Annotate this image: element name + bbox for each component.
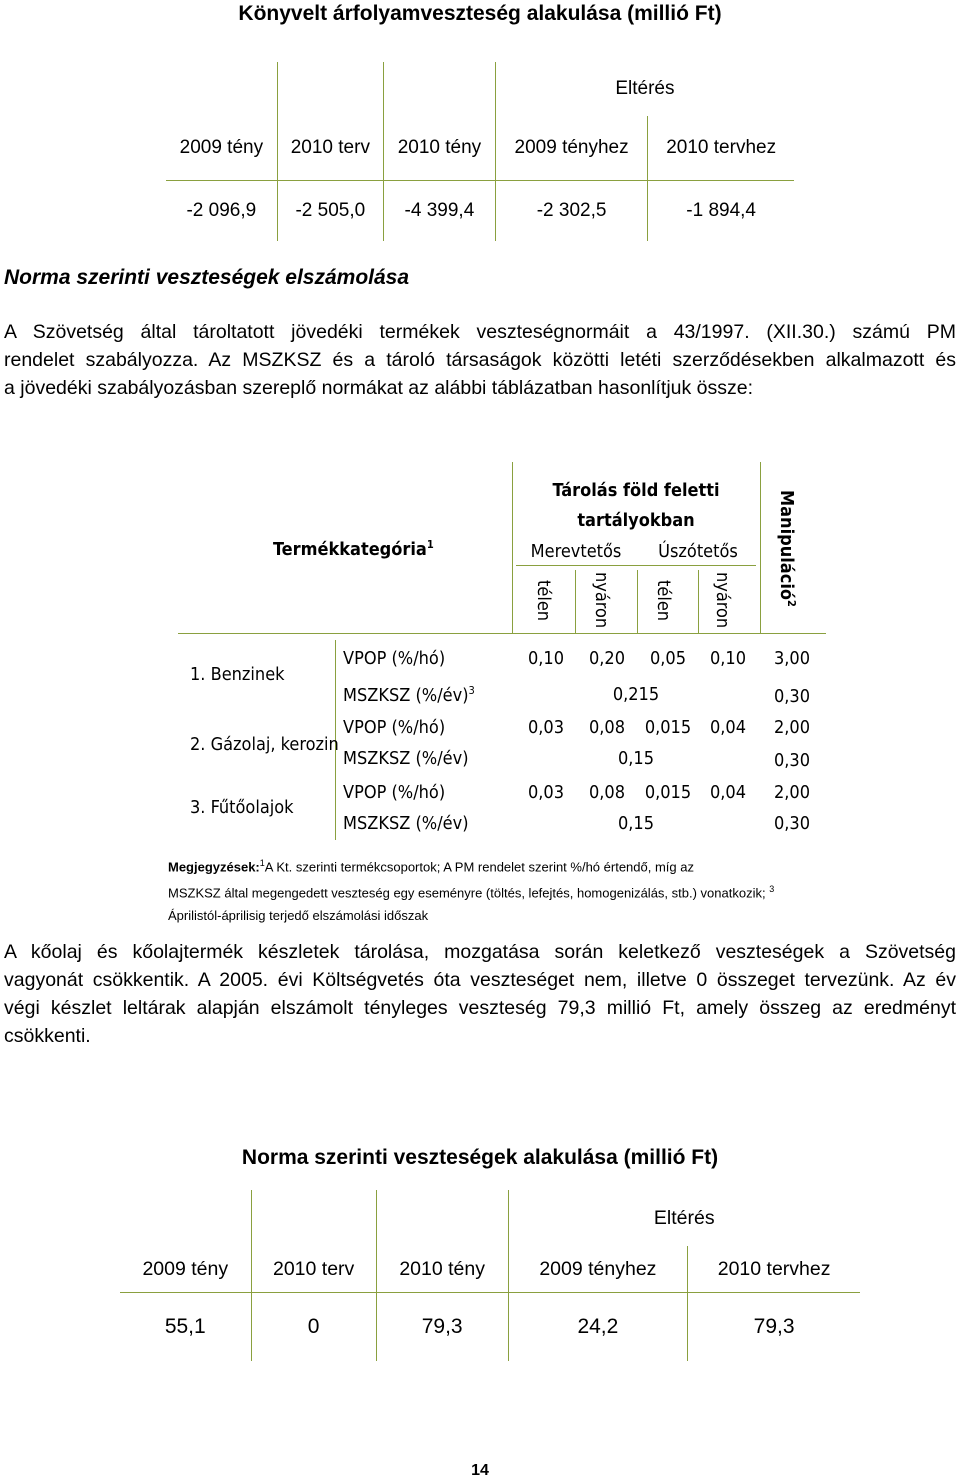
row-label: VPOP (%/hó) — [343, 717, 446, 738]
row-label: MSZKSZ (%/év) — [343, 748, 469, 769]
paragraph-line: a jövedéki szabályozásban szereplő normákat az alábbi táblázatban hasonlítjuk össze: — [4, 377, 754, 399]
paragraph-line: A kőolaj és kőolajtermék készletek tárolása, mozgatása során keletkező veszteségek a Szövetség — [4, 941, 956, 963]
category-header: Termékkategória$^1$ — [273, 538, 434, 560]
table-cell: 24,2 — [508, 1293, 688, 1362]
paragraph-1 — [4, 318, 956, 402]
table-cell: 0,30 — [773, 686, 811, 707]
paragraph-2 — [4, 938, 956, 1050]
table-cell: 79,3 — [753, 1315, 795, 1338]
table-cell: 0,10 — [527, 648, 565, 669]
grid-line — [178, 633, 826, 634]
summer-header: nyáron — [591, 572, 612, 629]
table-cell: 0,04 — [709, 782, 747, 803]
col-header: 2009 tény — [120, 1246, 251, 1293]
deviation-header: Eltérés — [653, 1206, 715, 1229]
table-cell: -2 302,5 — [495, 181, 647, 242]
manipulation-header: Manipuláció$^2$ — [776, 490, 798, 607]
table-cell: 79,3 — [376, 1293, 508, 1362]
summer-header: nyáron — [712, 572, 733, 629]
table-cell: -2 096,9 — [166, 181, 277, 242]
table-cell: 55,1 — [120, 1293, 251, 1362]
winter-header: télen — [533, 580, 554, 622]
page-number: 14 — [471, 1462, 489, 1479]
storage-header-2: tartályokban — [577, 510, 695, 531]
merged-cell: 0,15 — [617, 748, 655, 769]
note-line-1: Megjegyzések:$^1$A Kt. szerinti termékcsoportok; A PM rendelet szerint %/hó értendő, míg az — [168, 858, 694, 875]
table-cell: -1 894,4 — [686, 200, 757, 221]
row-label: VPOP (%/hó) — [343, 648, 446, 669]
paragraph-line: vagyonát csökkentik. A 2005. évi Költségvetés óta veszteséget nem, illetve 0 összeget tervezünk. Az év — [4, 969, 956, 991]
group-name: 1. Benzinek — [190, 664, 285, 685]
storage-header: Tárolás föld feletti — [552, 480, 720, 501]
row-label: VPOP (%/hó) — [343, 782, 446, 803]
col-header: 2010 tény — [376, 1246, 508, 1293]
paragraph-line: csökkenti. — [4, 1025, 91, 1047]
table-cell: 0,30 — [773, 813, 811, 834]
grid-line — [637, 570, 638, 634]
col-header: 2010 tervhez — [648, 116, 794, 181]
table-cell: 0,05 — [649, 648, 687, 669]
table-cell: 0,20 — [588, 648, 626, 669]
table2-title: Norma szerinti veszteségek alakulása (millió Ft) — [241, 1146, 719, 1169]
table-cell: 0,03 — [527, 782, 565, 803]
note-line-3: Áprilistól-áprilisig terjedő elszámolási időszak — [168, 907, 429, 923]
merged-cell: 0,15 — [617, 813, 655, 834]
grid-line — [575, 570, 576, 634]
group-name: 2. Gázolaj, kerozin — [190, 734, 339, 755]
table-cell: 0,015 — [644, 717, 692, 738]
group-name: 3. Fűtőolajok — [190, 797, 294, 818]
section-title: Norma szerinti veszteségek elszámolása — [4, 266, 410, 289]
grid-line — [512, 462, 513, 634]
col-header: 2010 terv — [251, 1246, 376, 1293]
table-cell: -2 505,0 — [277, 181, 383, 242]
fixed-roof-header: Merevtetős — [530, 541, 622, 562]
table-cell: 2,00 — [773, 717, 811, 738]
table-notes — [168, 852, 828, 927]
grid-line — [698, 570, 699, 634]
floating-roof-header: Úszótetős — [658, 541, 738, 562]
table-cell: 3,00 — [773, 648, 811, 669]
col-header: 2009 tényhez — [495, 116, 647, 181]
col-header: 2010 terv — [277, 116, 383, 181]
table-cell: 0,08 — [588, 782, 626, 803]
grid-line — [516, 565, 756, 566]
table-cell: 0,30 — [773, 750, 811, 771]
table-cell: 0,10 — [709, 648, 747, 669]
col-header: 2009 tényhez — [508, 1246, 688, 1293]
table-cell: 0 — [251, 1293, 376, 1362]
norm-loss-table — [120, 1190, 860, 1361]
table-cell: -4 399,4 — [383, 181, 495, 242]
row-label: MSZKSZ (%/év)$^3$ — [343, 684, 475, 706]
table1-title: Könyvelt árfolyamveszteség alakulása (millió Ft) — [238, 2, 722, 25]
note-line-2: MSZKSZ által megengedett veszteség egy eseményre (töltés, lefejtés, homogenizálás, stb.) vonatkozik; $^3$ — [168, 884, 775, 901]
grid-line — [760, 462, 761, 634]
row-label: MSZKSZ (%/év) — [343, 813, 469, 834]
deviation-header: Eltérés — [615, 78, 675, 99]
table-cell: 0,04 — [709, 717, 747, 738]
table-cell: 0,015 — [644, 782, 692, 803]
winter-header: télen — [653, 580, 674, 622]
col-header: 2010 tény — [383, 116, 495, 181]
merged-cell: 0,215 — [612, 684, 660, 705]
exchange-loss-table — [166, 62, 794, 241]
table-cell: 0,08 — [588, 717, 626, 738]
col-header: 2010 tervhez — [688, 1246, 860, 1293]
col-header: 2009 tény — [166, 116, 277, 181]
paragraph-line: végi készlet leltárak alapján elszámolt tényleges veszteség 79,3 millió Ft, amely összeg az eredményt — [4, 997, 956, 1019]
paragraph-line: A Szövetség által tároltatott jövedéki termékek veszteségnormáit a 43/1997. (XII.30.) számú PM — [4, 321, 956, 343]
table-cell: 2,00 — [773, 782, 811, 803]
paragraph-line: rendelet szabályozza. Az MSZKSZ és a tároló társaságok közötti letéti szerződésekben alkalmazott és — [4, 349, 956, 371]
table-cell: 0,03 — [527, 717, 565, 738]
